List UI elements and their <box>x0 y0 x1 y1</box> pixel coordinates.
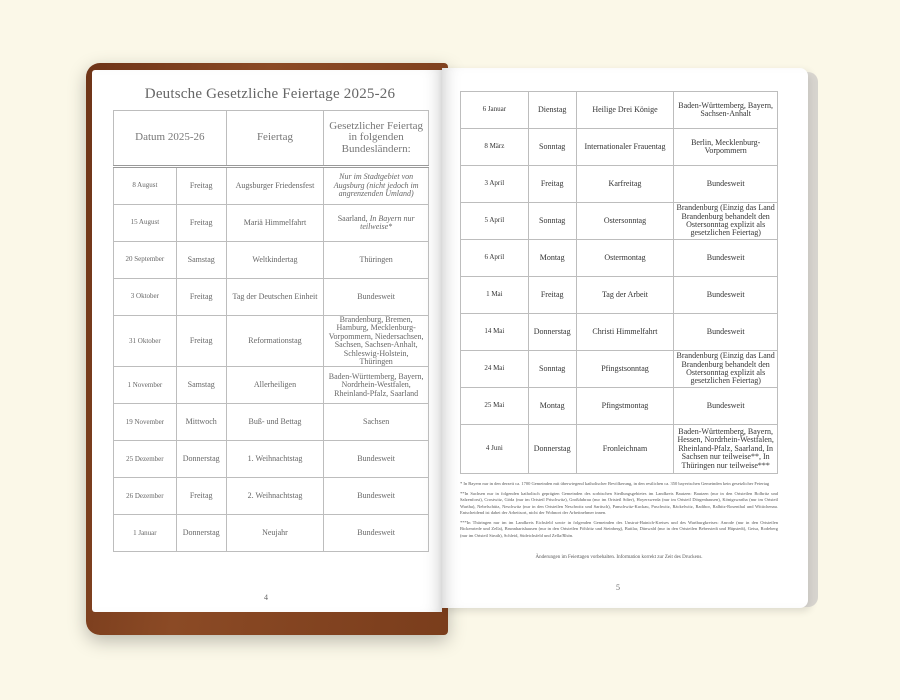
table-header-row <box>114 111 429 167</box>
row-date: 8 August <box>114 167 177 205</box>
header-date: Datum 2025-26 <box>114 111 227 167</box>
row-holiday: Buß- und Bettag <box>226 404 324 441</box>
row-day: Sonntag <box>528 351 576 388</box>
row-day: Freitag <box>176 205 226 242</box>
states-italic-text: In Bayern nur teilweise* <box>360 213 415 231</box>
row-day: Montag <box>528 240 576 277</box>
row-day: Samstag <box>176 242 226 279</box>
table-row <box>114 478 429 515</box>
row-states: Bundesweit <box>674 314 778 351</box>
row-states: Bundesweit <box>324 515 429 552</box>
row-states: Brandenburg (Einzig das Land Brandenburg behandelt den Ostersonntag explizit als gesetzlichen Feiertag) <box>674 351 778 388</box>
states-text: Saarland, <box>337 213 370 223</box>
table-row <box>114 404 429 441</box>
row-date: 1 Mai <box>461 277 529 314</box>
table-row <box>461 351 778 388</box>
row-holiday: Karfreitag <box>576 166 674 203</box>
header-holiday: Feiertag <box>226 111 324 167</box>
row-states: Nur im Stadtgebiet von Augsburg (nicht jedoch im angrenzenden Umland) <box>324 167 429 205</box>
row-date: 31 Oktober <box>114 316 177 367</box>
row-date: 6 April <box>461 240 529 277</box>
row-day: Donnerstag <box>528 314 576 351</box>
table-row <box>461 203 778 240</box>
row-day: Dienstag <box>528 92 576 129</box>
row-holiday: Heilige Drei Könige <box>576 92 674 129</box>
row-date: 5 April <box>461 203 529 240</box>
row-states: Bundesweit <box>674 277 778 314</box>
row-date: 24 Mai <box>461 351 529 388</box>
row-states: Bundesweit <box>674 166 778 203</box>
page-number-right: 5 <box>616 583 620 592</box>
row-holiday: Allerheiligen <box>226 367 324 404</box>
row-holiday: Ostersonntag <box>576 203 674 240</box>
row-states: Thüringen <box>324 242 429 279</box>
row-day: Donnerstag <box>176 515 226 552</box>
row-holiday: Neujahr <box>226 515 324 552</box>
row-holiday: 2. Weihnachtstag <box>226 478 324 515</box>
row-states: Berlin, Mecklenburg-Vorpommern <box>674 129 778 166</box>
row-date: 3 April <box>461 166 529 203</box>
row-holiday: Internationaler Frauentag <box>576 129 674 166</box>
row-date: 6 Januar <box>461 92 529 129</box>
row-date: 1 November <box>114 367 177 404</box>
row-date: 25 Mai <box>461 388 529 425</box>
table-row <box>114 279 429 316</box>
row-states: Baden-Württemberg, Bayern, Hessen, Nordrhein-Westfalen, Rheinland-Pfalz, Saarland, In Sachsen nur teilweise**, In Thüringen nur teilweise*** <box>674 425 778 474</box>
table-row <box>461 92 778 129</box>
row-day: Freitag <box>176 167 226 205</box>
row-holiday: Tag der Deutschen Einheit <box>226 279 324 316</box>
row-day: Freitag <box>528 277 576 314</box>
row-date: 14 Mai <box>461 314 529 351</box>
row-date: 15 August <box>114 205 177 242</box>
row-day: Donnerstag <box>176 441 226 478</box>
row-holiday: Fronleichnam <box>576 425 674 474</box>
row-date: 26 Dezember <box>114 478 177 515</box>
row-day: Montag <box>528 388 576 425</box>
row-states <box>324 205 429 242</box>
table-row <box>114 242 429 279</box>
page-number-left: 4 <box>264 593 268 602</box>
disclaimer-note: Änderungen im Feiertagen vorbehalten. Information korrekt zur Zeit des Druckens. <box>535 555 703 560</box>
row-holiday: Pfingstsonntag <box>576 351 674 388</box>
row-states: Brandenburg (Einzig das Land Brandenburg behandelt den Ostersonntag explizit als gesetzlichen Feiertag) <box>674 203 778 240</box>
table-row <box>114 367 429 404</box>
row-date: 1 Januar <box>114 515 177 552</box>
row-date: 3 Oktober <box>114 279 177 316</box>
row-holiday: Ostermontag <box>576 240 674 277</box>
row-day: Freitag <box>176 316 226 367</box>
row-day: Mittwoch <box>176 404 226 441</box>
table-row <box>114 167 429 205</box>
row-day: Sonntag <box>528 129 576 166</box>
row-date: 8 März <box>461 129 529 166</box>
row-date: 20 September <box>114 242 177 279</box>
table-row <box>461 240 778 277</box>
footnote-3: ***In Thüringen nur im im Landkreis Eichsfeld sowie in folgenden Gemeinden des Unstrut-Hainich-Kreises und des Wartburgkreises: Anrode (nur in den Ortsteilen Bickenriede und Zella), Brunnhartshausen (nur in den Ortsteilen Föhlritz und Steinberg), Buttlar, Dünwald (nur in den Ortsteilen Beberstedt und Hüpstedt), Geisa, Rodeberg (nur im Ortsteil Struth), Schleid, Südeichsfeld und Zella/Rhön. <box>460 519 778 538</box>
row-states: Baden-Württemberg, Bayern, Sachsen-Anhalt <box>674 92 778 129</box>
footnote-2: **In Sachsen nur in folgenden katholisch geprägten Gemeinden des sorbischen Siedlungsgebietes im Landkreis Bautzen: Bautzen (nur in den Ortsteilen Bolbritz und Salzenforst), Crostwitz, Göda (nur im Ortsteil Prischwitz), Großdubrau (nur im Ortsteil Sdier), Hoyerswerda (nur im Ortsteil Dörgenhausen), Königswartha (nur im Ortsteil Wartha), Nebelschütz, Neschwitz (nur in den Ortsteilen Neschwitz und Saritsch), Panschwitz-Kuckau, Puschwitz, Räckelwitz, Radibor, Ralbitz-Rosenthal und Wittichenau. Entscheidend ist dabei der Arbeitsort, nicht der Wohnort der Arbeitnehmer innen. <box>460 490 778 516</box>
right-holiday-table <box>460 91 778 474</box>
table-row <box>461 388 778 425</box>
row-holiday: Christi Himmelfahrt <box>576 314 674 351</box>
row-holiday: 1. Weihnachtstag <box>226 441 324 478</box>
row-states: Bundesweit <box>324 478 429 515</box>
table-row <box>114 205 429 242</box>
row-holiday: Weltkindertag <box>226 242 324 279</box>
row-states: Sachsen <box>324 404 429 441</box>
left-holiday-table <box>113 110 429 552</box>
row-holiday: Tag der Arbeit <box>576 277 674 314</box>
table-row <box>461 425 778 474</box>
page-title: Deutsche Gesetzliche Feiertage 2025-26 <box>144 86 396 102</box>
row-date: 4 Juni <box>461 425 529 474</box>
row-date: 25 Dezember <box>114 441 177 478</box>
footnote-1: * In Bayern nur in den derzeit ca. 1700 Gemeinden mit überwiegend katholischer Bevölkerung, in den restlichen ca. 350 bayerischen Gemeinden kein gesetzlicher Feiertag <box>460 481 770 486</box>
table-row <box>114 515 429 552</box>
header-states: Gesetzlicher Feiertag in folgenden Bundesländern: <box>324 111 429 167</box>
table-row <box>461 166 778 203</box>
row-day: Freitag <box>528 166 576 203</box>
row-holiday: Pfingstmontag <box>576 388 674 425</box>
table-row <box>461 277 778 314</box>
row-holiday: Augsburger Friedensfest <box>226 167 324 205</box>
table-row <box>114 316 429 367</box>
row-states: Bundesweit <box>324 279 429 316</box>
row-states: Baden-Württemberg, Bayern, Nordrhein-Westfalen, Rheinland-Pfalz, Saarland <box>324 367 429 404</box>
row-day: Freitag <box>176 478 226 515</box>
table-row <box>461 129 778 166</box>
row-states: Brandenburg, Bremen, Hamburg, Mecklenburg-Vorpommern, Niedersachsen, Sachsen, Sachsen-Anhalt, Schleswig-Holstein, Thüringen <box>324 316 429 367</box>
row-date: 19 November <box>114 404 177 441</box>
row-holiday: Reformationstag <box>226 316 324 367</box>
row-day: Donnerstag <box>528 425 576 474</box>
row-states: Bundesweit <box>674 240 778 277</box>
row-day: Samstag <box>176 367 226 404</box>
row-states: Bundesweit <box>324 441 429 478</box>
table-row <box>114 441 429 478</box>
row-day: Sonntag <box>528 203 576 240</box>
row-holiday: Mariä Himmelfahrt <box>226 205 324 242</box>
row-states: Bundesweit <box>674 388 778 425</box>
row-day: Freitag <box>176 279 226 316</box>
table-row <box>461 314 778 351</box>
footnotes <box>460 481 778 542</box>
